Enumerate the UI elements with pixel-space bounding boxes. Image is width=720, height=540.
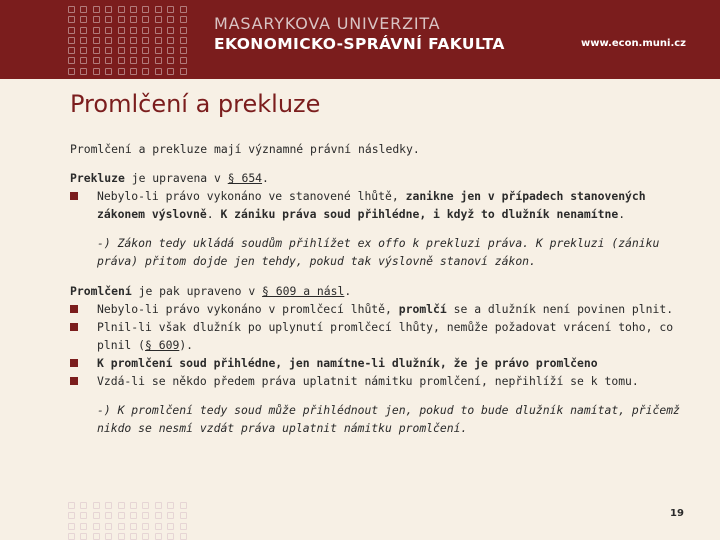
promlceni-note: -) K promlčení tedy soud může přihlédnout jen, pokud to bude dlužník namítat, přičemž nikdo se nesmí vzdát práva uplatnit námitku promlčení. <box>97 403 680 435</box>
faculty-name: EKONOMICKO-SPRÁVNÍ FAKULTA <box>214 35 505 53</box>
pattern-dot <box>80 68 87 75</box>
pattern-dot <box>142 523 149 530</box>
pattern-dot <box>118 6 125 13</box>
pattern-dot <box>80 512 87 519</box>
pattern-dot <box>167 523 174 530</box>
pattern-dot <box>105 533 112 540</box>
pattern-dot <box>155 47 162 54</box>
pattern-dot <box>180 27 187 34</box>
pattern-dot <box>180 533 187 540</box>
pattern-dot <box>167 68 174 75</box>
list-item <box>70 354 690 372</box>
pattern-dot <box>93 68 100 75</box>
footer-dot-pattern <box>66 500 190 540</box>
pattern-dot <box>118 523 125 530</box>
bullet-text: . <box>206 207 221 221</box>
university-name: MASARYKOVA UNIVERZITA <box>214 14 441 33</box>
logo-dot-pattern <box>66 4 190 76</box>
pattern-dot <box>155 6 162 13</box>
pattern-dot <box>80 533 87 540</box>
promlceni-end: . <box>344 284 352 298</box>
pattern-dot <box>130 523 137 530</box>
prekluze-term: Prekluze <box>70 171 125 185</box>
pattern-dot <box>130 533 137 540</box>
pattern-dot <box>105 512 112 519</box>
pattern-dot <box>167 16 174 23</box>
pattern-dot <box>118 27 125 34</box>
pattern-dot <box>118 68 125 75</box>
pattern-dot <box>68 47 75 54</box>
bullet-bold: zanikne jen v případech stanovených zákonem výslovně <box>97 189 646 221</box>
pattern-dot <box>80 502 87 509</box>
bullet-text: se a dlužník není povinen plnit. <box>446 302 674 316</box>
pattern-dot <box>105 37 112 44</box>
pattern-dot <box>180 37 187 44</box>
pattern-dot <box>155 523 162 530</box>
pattern-dot <box>93 533 100 540</box>
prekluze-note: -) Zákon tedy ukládá soudům přihlížet ex offo k prekluzi práva. K prekluzi (zániku práva) přitom dojde jen tehdy, pokud tak výslovně stanoví zákon. <box>97 236 660 268</box>
pattern-dot <box>155 68 162 75</box>
pattern-dot <box>130 68 137 75</box>
pattern-dot <box>118 533 125 540</box>
pattern-dot <box>68 512 75 519</box>
pattern-dot <box>68 502 75 509</box>
pattern-dot <box>130 6 137 13</box>
pattern-dot <box>80 57 87 64</box>
prekluze-law-link[interactable]: § 654 <box>227 171 263 185</box>
pattern-dot <box>130 37 137 44</box>
pattern-dot <box>167 512 174 519</box>
promlceni-paragraph <box>70 282 690 300</box>
pattern-dot <box>180 68 187 75</box>
pattern-dot <box>142 68 149 75</box>
pattern-dot <box>68 16 75 23</box>
pattern-dot <box>142 533 149 540</box>
pattern-dot <box>118 37 125 44</box>
pattern-dot <box>180 57 187 64</box>
pattern-dot <box>68 57 75 64</box>
pattern-dot <box>130 512 137 519</box>
pattern-dot <box>142 6 149 13</box>
pattern-dot <box>118 502 125 509</box>
pattern-dot <box>93 512 100 519</box>
pattern-dot <box>167 37 174 44</box>
pattern-dot <box>80 37 87 44</box>
pattern-dot <box>155 37 162 44</box>
pattern-dot <box>93 57 100 64</box>
pattern-dot <box>167 6 174 13</box>
pattern-dot <box>142 27 149 34</box>
pattern-dot <box>155 533 162 540</box>
pattern-dot <box>167 533 174 540</box>
pattern-dot <box>80 27 87 34</box>
slide-body <box>70 140 690 437</box>
promlceni-text: je pak upraveno v <box>131 284 263 298</box>
pattern-dot <box>80 6 87 13</box>
pattern-dot <box>130 27 137 34</box>
pattern-dot <box>167 27 174 34</box>
pattern-dot <box>105 523 112 530</box>
pattern-dot <box>142 37 149 44</box>
pattern-dot <box>105 47 112 54</box>
pattern-dot <box>93 27 100 34</box>
promlceni-term: Promlčení <box>70 284 132 298</box>
bullet-text: Plnil-li však dlužník po uplynutí promlčecí lhůty, nemůže požadovat vrácení toho, co plnil ( <box>97 320 674 352</box>
bullet-text: Vzdá-li se někdo předem práva uplatnit námitku promlčení, nepřihlíží se k tomu. <box>97 374 639 388</box>
pattern-dot <box>105 16 112 23</box>
pattern-dot <box>155 502 162 509</box>
list-item <box>70 372 690 390</box>
pattern-dot <box>105 68 112 75</box>
pattern-dot <box>68 6 75 13</box>
list-item <box>70 187 690 223</box>
pattern-dot <box>155 27 162 34</box>
pattern-dot <box>180 47 187 54</box>
pattern-dot <box>130 47 137 54</box>
pattern-dot <box>142 47 149 54</box>
pattern-dot <box>130 16 137 23</box>
pattern-dot <box>142 16 149 23</box>
pattern-dot <box>142 512 149 519</box>
pattern-dot <box>93 502 100 509</box>
pattern-dot <box>130 57 137 64</box>
pattern-dot <box>105 502 112 509</box>
slide-title: Promlčení a prekluze <box>70 90 321 118</box>
pattern-dot <box>68 533 75 540</box>
intro-text: Promlčení a prekluze mají významné právní následky. <box>70 142 420 156</box>
pattern-dot <box>167 57 174 64</box>
bullet-bold: K zániku práva soud přihlédne, i když to dlužník nenamítne <box>220 207 619 221</box>
bullet-text: Nebylo-li právo vykonáno v promlčecí lhůtě, <box>97 302 399 316</box>
pattern-dot <box>93 523 100 530</box>
pattern-dot <box>68 68 75 75</box>
law-link[interactable]: § 609 <box>145 338 180 352</box>
website-url: www.econ.muni.cz <box>580 38 686 49</box>
pattern-dot <box>142 502 149 509</box>
pattern-dot <box>93 47 100 54</box>
pattern-dot <box>130 502 137 509</box>
pattern-dot <box>118 16 125 23</box>
promlceni-bullets <box>70 300 690 390</box>
pattern-dot <box>167 502 174 509</box>
bullet-text: . <box>618 207 626 221</box>
pattern-dot <box>118 57 125 64</box>
pattern-dot <box>80 47 87 54</box>
pattern-dot <box>80 16 87 23</box>
bullet-text: Nebylo-li právo vykonáno ve stanovené lhůtě, <box>97 189 406 203</box>
list-item <box>70 318 690 354</box>
pattern-dot <box>105 6 112 13</box>
prekluze-bullets <box>70 187 690 223</box>
pattern-dot <box>93 37 100 44</box>
pattern-dot <box>155 57 162 64</box>
promlceni-law-link[interactable]: § 609 a násl <box>262 284 345 298</box>
list-item <box>70 300 690 318</box>
bullet-bold: promlčí <box>398 302 447 316</box>
pattern-dot <box>167 47 174 54</box>
header-banner <box>0 0 720 79</box>
pattern-dot <box>118 47 125 54</box>
bullet-bold: K promlčení soud přihlédne, jen namítne-li dlužník, že je právo promlčeno <box>97 356 598 370</box>
pattern-dot <box>105 57 112 64</box>
pattern-dot <box>105 27 112 34</box>
pattern-dot <box>155 512 162 519</box>
bullet-text: ). <box>179 338 194 352</box>
page-number: 19 <box>670 508 684 519</box>
pattern-dot <box>155 16 162 23</box>
pattern-dot <box>180 6 187 13</box>
prekluze-text: je upravena v <box>124 171 228 185</box>
pattern-dot <box>180 502 187 509</box>
pattern-dot <box>180 512 187 519</box>
pattern-dot <box>93 6 100 13</box>
pattern-dot <box>180 523 187 530</box>
prekluze-end: . <box>262 171 269 185</box>
prekluze-paragraph <box>70 169 690 187</box>
pattern-dot <box>68 523 75 530</box>
pattern-dot <box>68 27 75 34</box>
pattern-dot <box>68 37 75 44</box>
pattern-dot <box>80 523 87 530</box>
pattern-dot <box>93 16 100 23</box>
pattern-dot <box>142 57 149 64</box>
pattern-dot <box>118 512 125 519</box>
pattern-dot <box>180 16 187 23</box>
